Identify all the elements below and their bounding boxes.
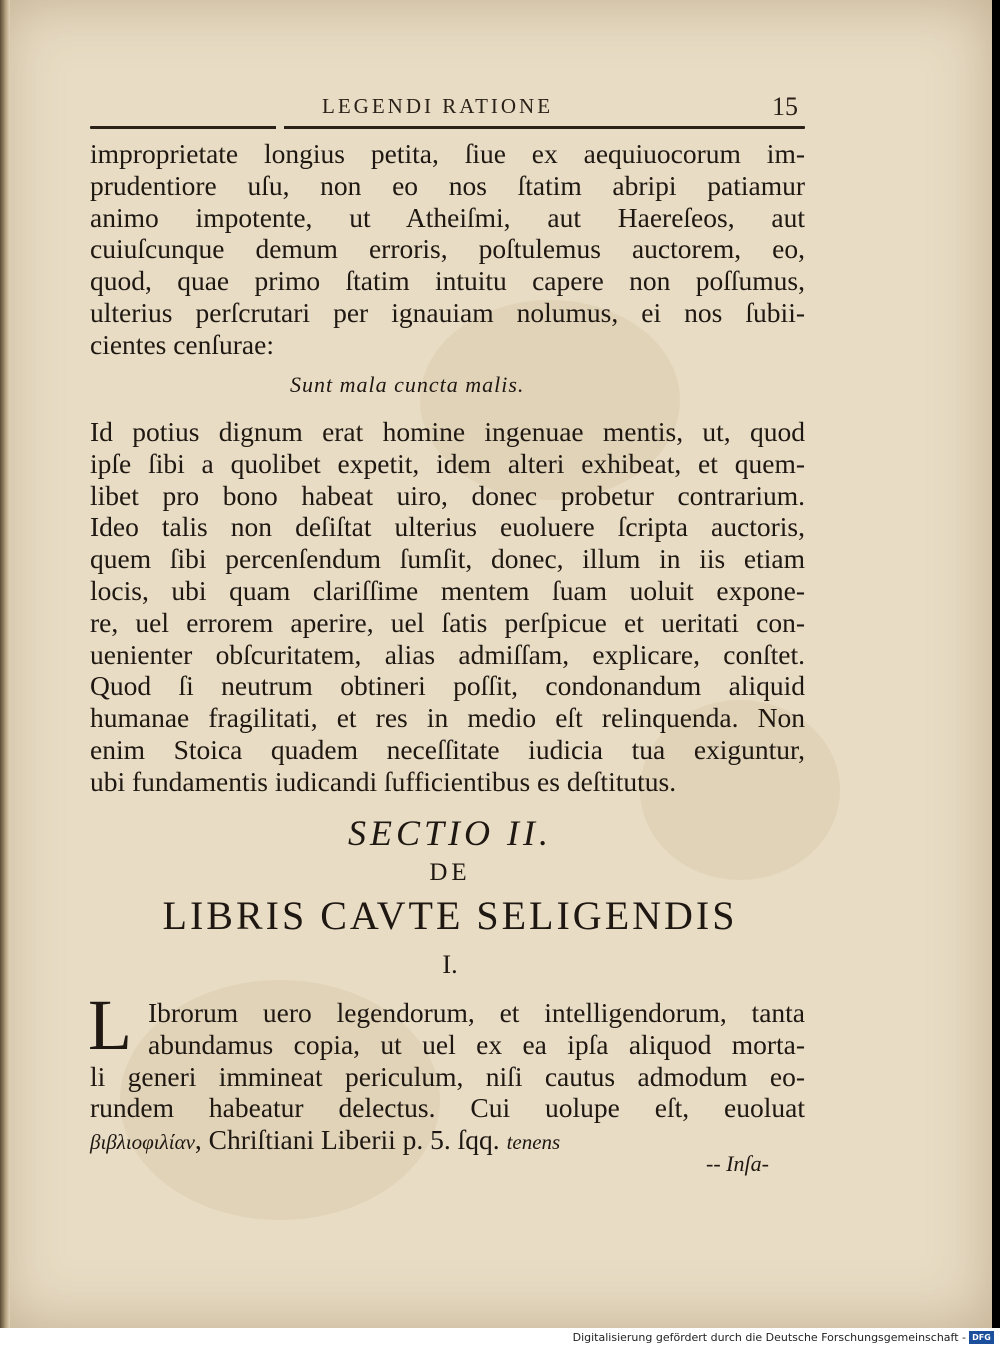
italic-word: tenens: [506, 1130, 561, 1155]
greek-word: βιβλιοφιλίαν: [90, 1130, 195, 1155]
verse-quote: Sunt mala cuncta malis.: [290, 372, 525, 397]
section-heading: SECTIO II.: [348, 813, 552, 853]
text-line: cientes cenſurae:: [90, 328, 274, 360]
section-de: DE: [429, 859, 471, 886]
running-head: LEGENDI RATIONE: [322, 94, 554, 118]
text-line: abundamus copia, ut uel ex ea ipſa aliquod morta-: [148, 1028, 805, 1060]
text-line: quem ſibi percenſendum ſumſit, donec, illum in iis etiam: [90, 543, 805, 575]
text-line: li generi immineat periculum, niſi cautus admodum eo-: [90, 1060, 805, 1092]
text-line: Ibrorum uero legendorum, et intelligendorum, tanta: [148, 997, 805, 1028]
text-line: locis, ubi quam clariſſime mentem ſuam uoluit expone-: [90, 574, 805, 606]
paragraph-3: [88, 985, 805, 1156]
section-title: LIBRIS CAVTE SELIGENDIS: [162, 893, 738, 938]
text-line: ubi fundamentis iudicandi ſufficientibus es deſtitutus.: [90, 765, 677, 797]
text-line: humanae fragilitati, et res in medio eſt relinquenda. Non: [90, 702, 805, 734]
text-line: ipſe ſibi a quolibet expetit, idem alteri exhibeat, et quem-: [90, 447, 805, 479]
text-line: rundem habeatur delectus. Cui uolupe eſt, euoluat: [90, 1092, 805, 1124]
funding-credit: Digitalisierung gefördert durch die Deutsche Forschungsgemeinschaft -: [572, 1331, 966, 1344]
text-fragment: , Chriſtiani Liberii p. 5. ſqq.: [194, 1124, 507, 1156]
text-line: quod, quae primo ſtatim intuitu capere non poſſumus,: [90, 265, 805, 297]
text-line: Ideo talis non deſiſtat ulterius euoluere ſcripta auctoris,: [90, 511, 805, 543]
page-binding-edge: [0, 0, 10, 1328]
text-line: improprietate longius petita, ſiue ex aequiuocorum im-: [90, 138, 805, 169]
text-line-final: [90, 1124, 805, 1156]
catchword: -- Inſa-: [706, 1151, 769, 1176]
dfg-logo: DFG: [969, 1331, 994, 1344]
text-line: enim Stoica quadem neceſſitate iudicia tua exiguntur,: [90, 733, 805, 765]
page-number: 15: [772, 92, 798, 121]
text-line: prudentiore uſu, non eo nos ſtatim abripi patiamur: [90, 169, 805, 201]
footer-bar: [0, 1328, 1000, 1347]
drop-cap: L: [88, 985, 132, 1065]
text-line: uenienter obſcuritatem, alias admiſſam, explicare, conſtet.: [90, 638, 805, 670]
header-rule-gap: [276, 124, 284, 131]
text-line: ulterius perſcrutari per ignauiam nolumus, ei nos ſubii-: [90, 296, 805, 328]
text-line: animo impotente, ut Atheiſmi, aut Haereſeos, aut: [90, 201, 805, 233]
text-line: cuiuſcunque demum erroris, poſtulemus auctorem, eo,: [90, 233, 805, 265]
paragraph-1: [90, 138, 805, 361]
header-rule: [90, 126, 805, 129]
text-line: Id potius dignum erat homine ingenuae mentis, ut, quod: [90, 416, 805, 447]
text-line: Quod ſi neutrum obtineri poſſit, condonandum aliquid: [90, 670, 805, 702]
page-header: [90, 86, 810, 126]
text-line: libet pro bono habeat uiro, donec probetur contrarium.: [90, 479, 805, 511]
paragraph-2: [90, 416, 805, 798]
text-line: re, uel errorem aperire, uel ſatis perſpicue et ueritati con-: [90, 606, 805, 638]
section-numeral: I.: [442, 950, 458, 979]
